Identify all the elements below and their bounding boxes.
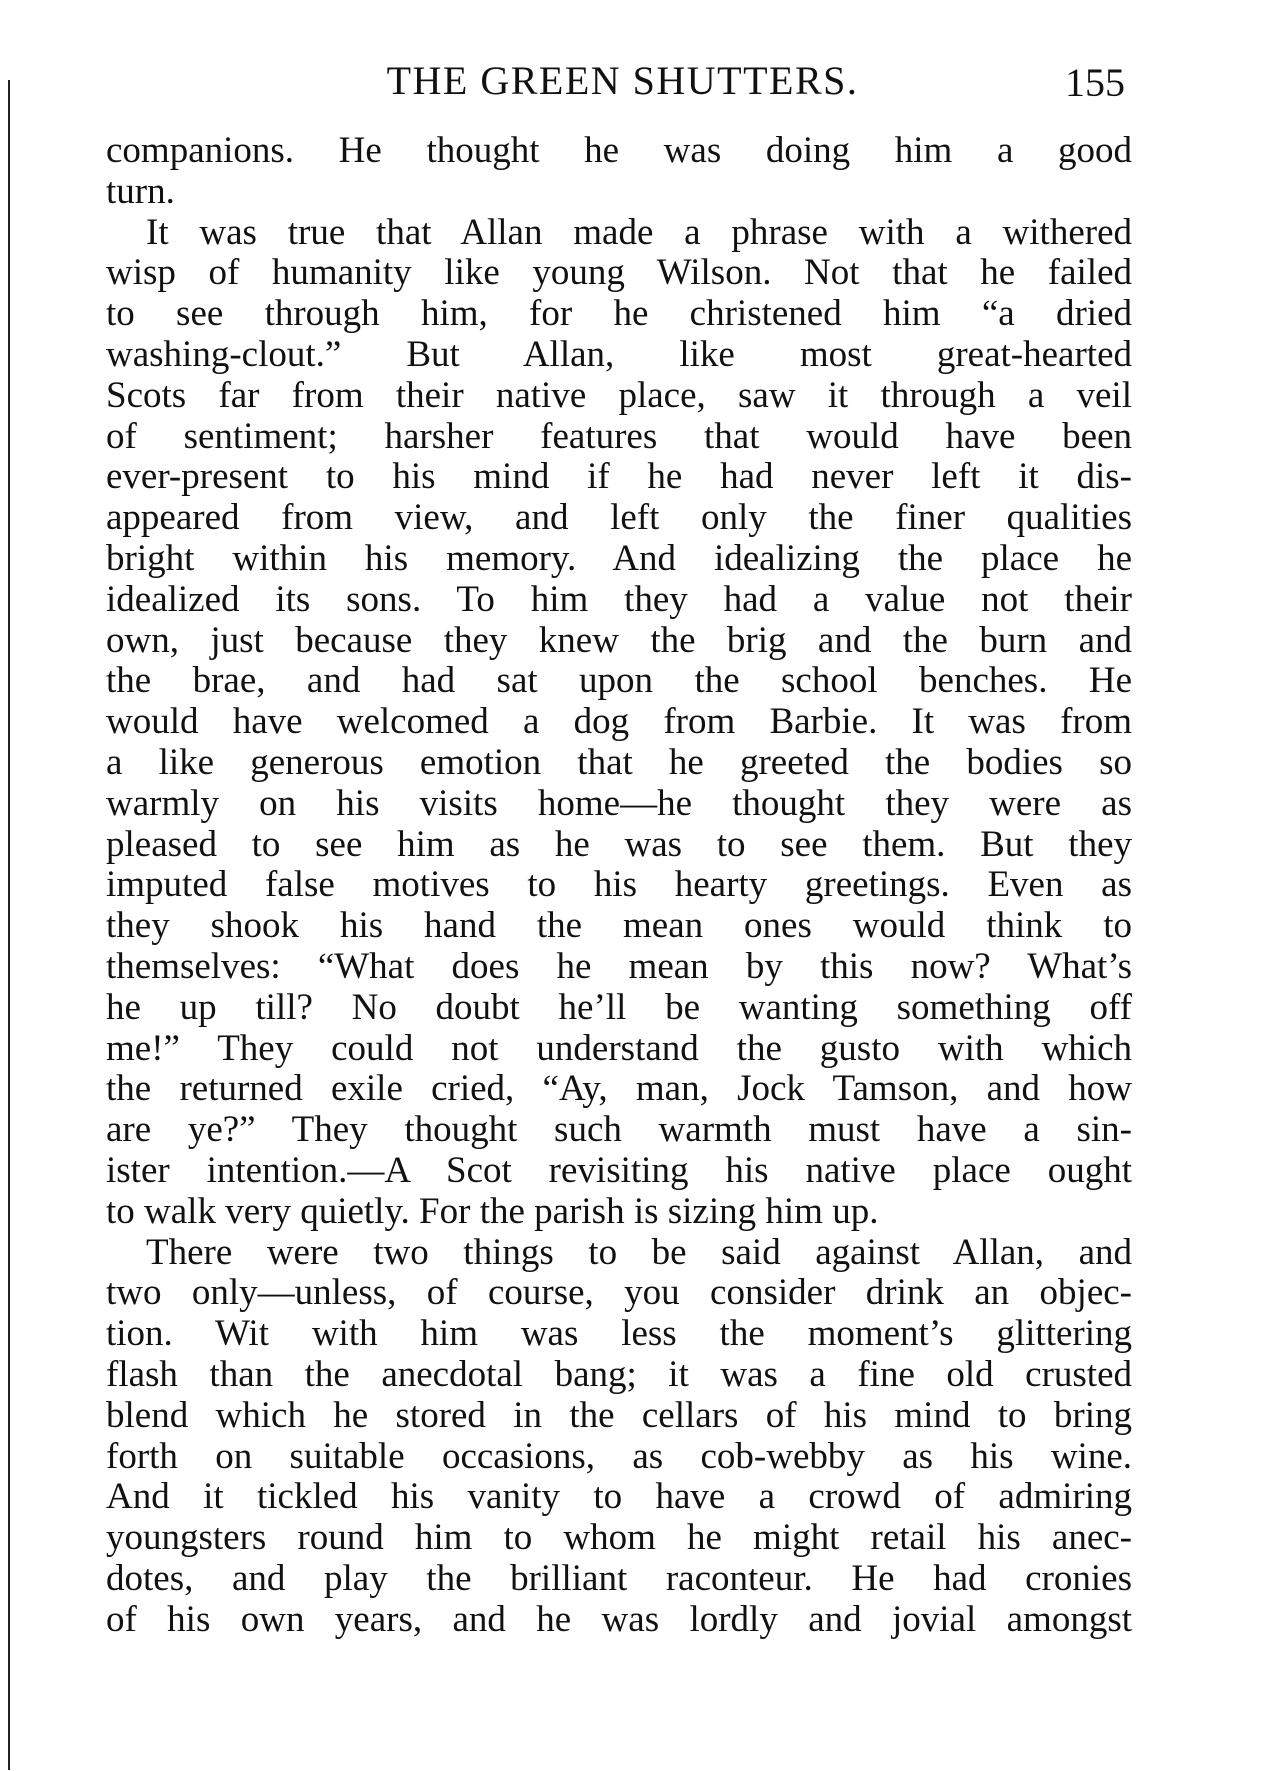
running-title: THE GREEN SHUTTERS.: [386, 58, 859, 103]
text-line: And it tickled his vanity to have a crowd of admiring: [106, 1477, 1132, 1518]
text-line: warmly on his visits home—he thought they were as: [106, 783, 1132, 824]
text-line: There were two things to be said against Allan, and: [146, 1232, 1132, 1273]
text-line: to see through him, for he christened him “a dried: [106, 294, 1132, 335]
text-line: idealized its sons. To him they had a value not their: [106, 579, 1132, 620]
text-line: tion. Wit with him was less the moment’s glittering: [106, 1314, 1132, 1355]
text-line: appeared from view, and left only the finer qualities: [106, 498, 1132, 539]
running-head: [110, 56, 1135, 106]
binding-edge: [8, 80, 10, 1770]
text-line: to walk very quietly. For the parish is sizing him up.: [106, 1191, 879, 1232]
text-line: the returned exile cried, “Ay, man, Jock Tamson, and how: [106, 1069, 1132, 1110]
text-line: youngsters round him to whom he might retail his anec-: [106, 1518, 1132, 1559]
text-line: the brae, and had sat upon the school benches. He: [106, 661, 1132, 702]
text-line: forth on suitable occasions, as cob-webby as his wine.: [106, 1436, 1132, 1477]
text-line: flash than the anecdotal bang; it was a fine old crusted: [106, 1354, 1132, 1395]
text-line: themselves: “What does he mean by this now? What’s: [106, 946, 1132, 987]
text-line: bright within his memory. And idealizing the place he: [106, 538, 1132, 579]
text-line: are ye?” They thought such warmth must have a sin-: [106, 1110, 1132, 1151]
text-line: would have welcomed a dog from Barbie. It was from: [106, 702, 1132, 743]
text-line: they shook his hand the mean ones would think to: [106, 906, 1132, 947]
text-line: It was true that Allan made a phrase with a withered: [146, 212, 1132, 253]
text-line: two only—unless, of course, you consider drink an objec-: [106, 1273, 1132, 1314]
text-line: turn.: [106, 171, 175, 212]
text-line: washing-clout.” But Allan, like most great-hearted: [106, 334, 1132, 375]
text-line: of sentiment; harsher features that would have been: [106, 416, 1132, 457]
text-line: ever-present to his mind if he had never left it dis-: [106, 457, 1132, 498]
text-line: blend which he stored in the cellars of his mind to bring: [106, 1395, 1132, 1436]
text-line: companions. He thought he was doing him a good: [106, 131, 1132, 171]
page-number: 155: [1065, 60, 1125, 105]
text-line: wisp of humanity like young Wilson. Not that he failed: [106, 253, 1132, 294]
text-line: pleased to see him as he was to see them. But they: [106, 824, 1132, 865]
text-line: dotes, and play the brilliant raconteur. He had cronies: [106, 1558, 1132, 1599]
body-text: [106, 131, 1132, 1640]
text-line: Scots far from their native place, saw it through a veil: [106, 375, 1132, 416]
text-line: imputed false motives to his hearty greetings. Even as: [106, 865, 1132, 906]
text-line: ister intention.—A Scot revisiting his native place ought: [106, 1150, 1132, 1191]
text-line: own, just because they knew the brig and the burn and: [106, 620, 1132, 661]
text-line: he up till? No doubt he’ll be wanting something off: [106, 987, 1132, 1028]
text-line: me!” They could not understand the gusto with which: [106, 1028, 1132, 1069]
text-line: a like generous emotion that he greeted the bodies so: [106, 742, 1132, 783]
text-line: of his own years, and he was lordly and jovial amongst: [106, 1599, 1132, 1640]
